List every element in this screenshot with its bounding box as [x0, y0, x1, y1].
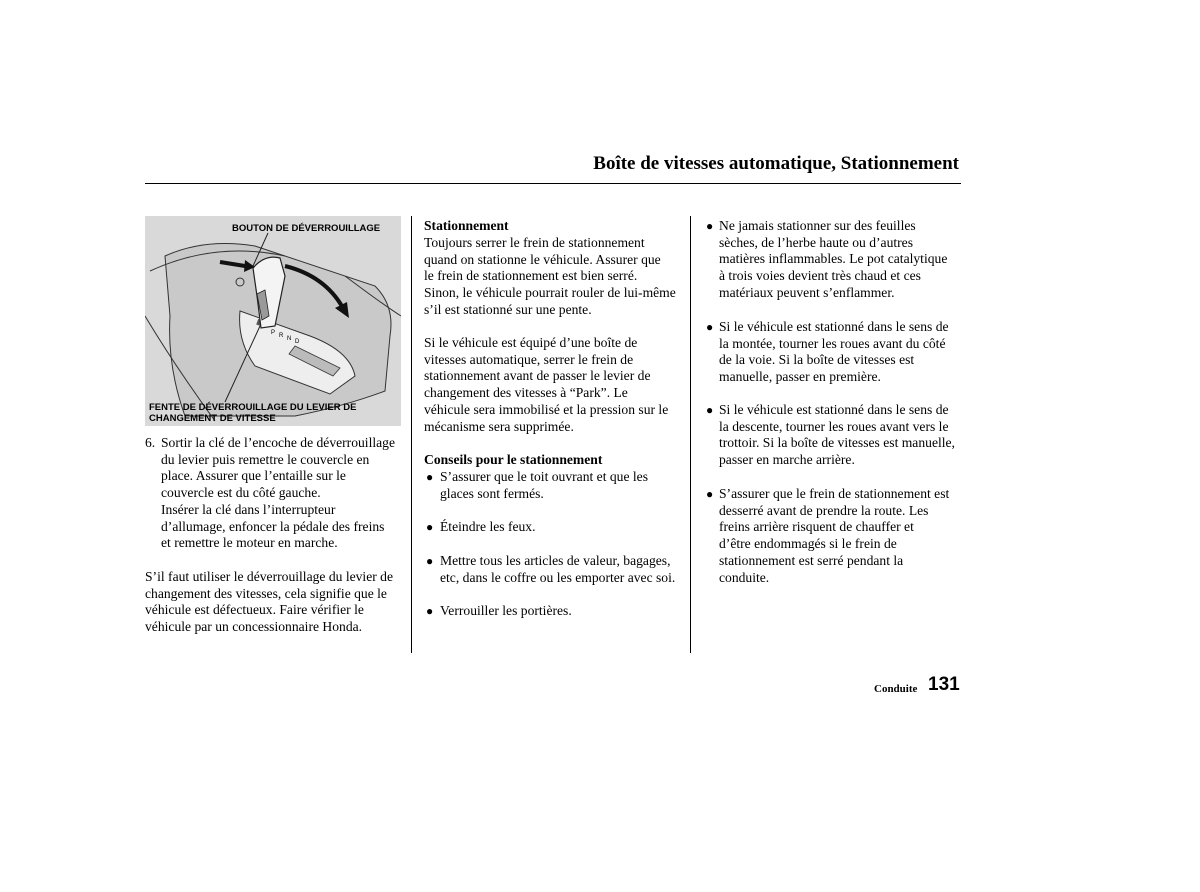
section-label: Conduite	[874, 683, 918, 695]
svg-text:R: R	[279, 333, 284, 339]
step-number: 6.	[145, 435, 156, 450]
figure-label-button: BOUTON DE DÉVERROUILLAGE	[232, 223, 381, 234]
svg-text:D: D	[295, 339, 300, 345]
column-divider-right	[690, 216, 691, 653]
list-item: Verrouiller les portières.	[440, 603, 572, 618]
shift-lever-drawing	[145, 216, 401, 426]
bullet-dot: ●	[426, 604, 434, 618]
parking-paragraph-2: Si le véhicule est équipé d’une boîte de vitesses automatique, serrer le frein de stationnement avant de passer le levier de changement des vitesses à “Park”. Le véhicule sera immobilisé et la pression sur le mécanisme sera supprimée.	[424, 335, 669, 434]
column-divider-left	[411, 216, 412, 653]
svg-text:N: N	[287, 336, 292, 342]
page-title: Boîte de vitesses automatique, Stationnement	[593, 153, 959, 174]
list-item: Si le véhicule est stationné dans le sens de la montée, tourner les roues avant du côté de la voie. Si la boîte de vitesses est manuelle, passer en première.	[719, 319, 949, 385]
bullet-dot: ●	[706, 219, 714, 233]
list-item: Ne jamais stationner sur des feuilles sèches, de l’herbe haute ou d’autres matières inflammables. Le pot catalytique à trois voies devient très chaud et ces matériaux peuvent s’enflammer.	[719, 218, 948, 300]
figure-label-slot: FENTE DE DÉVERROUILLAGE DU LEVIER DE CHANGEMENT DE VITESSE	[149, 402, 357, 424]
bullet-dot: ●	[426, 470, 434, 484]
bullet-dot: ●	[706, 320, 714, 334]
heading-parking-tips: Conseils pour le stationnement	[424, 452, 603, 467]
list-item: Si le véhicule est stationné dans le sens de la descente, tourner les roues avant vers le trottoir. Si la boîte de vitesses est manuelle, passer en marche arrière.	[719, 402, 955, 468]
list-item: S’assurer que le frein de stationnement est desserré avant de prendre la route. Les freins arrière risquent de chauffer et d’être endommagés si le frein de stationnement est serré pendant la conduite.	[719, 486, 950, 585]
svg-text:P: P	[271, 330, 276, 336]
list-item: Éteindre les feux.	[440, 519, 536, 534]
shift-lock-illustration	[145, 216, 401, 426]
parking-paragraph-1: Toujours serrer le frein de stationnement quand on stationne le véhicule. Assurer que le frein de stationnement est bien serré. Sinon, le véhicule pourrait rouler de lui-même s’il est stationné sur une pente.	[424, 235, 676, 317]
step-6-text: Sortir la clé de l’encoche de déverrouillage du levier puis remettre le couvercle en place. Assurer que l’entaille sur le couvercle est du côté gauche. Insérer la clé dans l’interrupteur d’allumage, enfoncer la pédale des freins et remettre le moteur en marche.	[161, 435, 396, 551]
bullet-dot: ●	[706, 487, 714, 501]
shift-lock-paragraph: S’il faut utiliser le déverrouillage du levier de changement des vitesses, cela signifie que le véhicule est défectueux. Faire vérifier le véhicule par un concessionnaire Honda.	[145, 569, 393, 635]
title-rule	[145, 183, 961, 184]
page-number: 131	[928, 674, 960, 695]
bullet-dot: ●	[426, 520, 434, 534]
bullet-dot: ●	[706, 403, 714, 417]
heading-stationnement: Stationnement	[424, 218, 509, 233]
bullet-dot: ●	[426, 554, 434, 568]
list-item: Mettre tous les articles de valeur, bagages, etc, dans le coffre ou les emporter avec soi.	[440, 553, 676, 585]
list-item: S’assurer que le toit ouvrant et que les glaces sont fermés.	[440, 469, 649, 501]
